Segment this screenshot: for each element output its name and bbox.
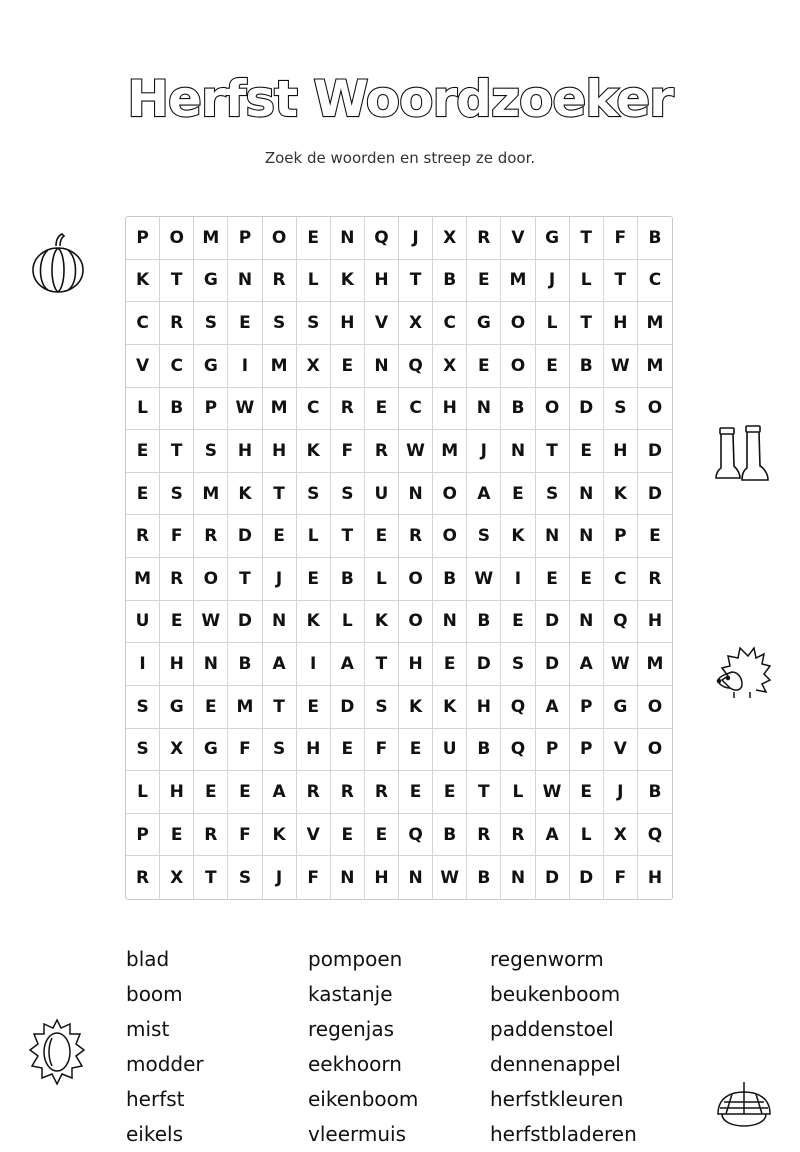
grid-cell: R xyxy=(467,814,501,857)
grid-cell: O xyxy=(501,302,535,345)
grid-cell: D xyxy=(638,473,672,516)
grid-cell: E xyxy=(433,771,467,814)
word-list xyxy=(126,942,686,1146)
grid-cell: I xyxy=(501,558,535,601)
grid-cell: R xyxy=(194,814,228,857)
grid-cell: H xyxy=(647,867,663,888)
grid-cell: S xyxy=(365,686,399,729)
grid-cell: R xyxy=(365,430,399,473)
grid-cell: T xyxy=(570,217,604,260)
grid-cell: T xyxy=(467,771,501,814)
grid-cell: S xyxy=(194,430,228,473)
grid-cell: W xyxy=(604,643,638,686)
grid-cell: H xyxy=(160,771,194,814)
grid-cell: X xyxy=(433,217,467,260)
grid-cell: T xyxy=(263,473,297,516)
word-list-item: eekhoorn xyxy=(308,1052,402,1076)
grid-cell: V xyxy=(297,814,331,857)
grid-cell: Q xyxy=(399,345,433,388)
word-list-item: mist xyxy=(126,1017,170,1041)
grid-cell: B xyxy=(433,558,467,601)
grid-cell: T xyxy=(263,686,297,729)
rain-boots-icon xyxy=(714,424,770,484)
grid-cell: E xyxy=(570,771,604,814)
grid-cell: B xyxy=(638,771,672,814)
grid-cell: E xyxy=(365,388,399,431)
grid-cell: P xyxy=(604,515,638,558)
grid-cell: K xyxy=(297,601,331,644)
grid-cell: R xyxy=(331,388,365,431)
grid-cell: N xyxy=(331,856,365,899)
grid-cell: F xyxy=(228,729,262,772)
grid-cell: F xyxy=(331,430,365,473)
grid-cell: H xyxy=(433,388,467,431)
grid-cell: S xyxy=(263,302,297,345)
grid-cell: B xyxy=(467,856,501,899)
grid-cell: T xyxy=(160,260,194,303)
grid-cell: K xyxy=(365,601,399,644)
grid-cell: E xyxy=(160,601,194,644)
grid-cell: D xyxy=(331,686,365,729)
grid-cell: V xyxy=(365,302,399,345)
grid-cell: A xyxy=(570,643,604,686)
grid-cell: X xyxy=(399,302,433,345)
grid-cell: K xyxy=(433,686,467,729)
grid-cell: C xyxy=(126,302,160,345)
grid-cell: R xyxy=(160,302,194,345)
grid-cell: E xyxy=(126,473,160,516)
grid-cell: E xyxy=(194,686,228,729)
grid-cell: B xyxy=(467,601,501,644)
grid-cell: N xyxy=(467,388,501,431)
grid-cell: S xyxy=(194,302,228,345)
grid-cell: X xyxy=(297,345,331,388)
grid-cell: L xyxy=(297,515,331,558)
grid-cell: D xyxy=(536,643,570,686)
grid-cell: B xyxy=(433,814,467,857)
grid-cell: J xyxy=(263,856,297,899)
grid-cell: H xyxy=(399,643,433,686)
grid-cell: H xyxy=(638,601,672,644)
grid-cell: X xyxy=(604,814,638,857)
grid-cell: E xyxy=(536,345,570,388)
grid-cell: J xyxy=(604,771,638,814)
grid-cell: E xyxy=(365,515,399,558)
grid-cell: K xyxy=(263,814,297,857)
word-list-item: beukenboom xyxy=(490,982,621,1006)
grid-cell: Q xyxy=(604,601,638,644)
grid-cell: N xyxy=(399,473,433,516)
grid-cell: Q xyxy=(501,686,535,729)
grid-cell: W xyxy=(536,771,570,814)
instructions: Zoek de woorden en streep ze door. xyxy=(264,149,536,167)
grid-cell: N xyxy=(399,856,433,899)
grid-cell: M xyxy=(194,473,228,516)
grid-cell: R xyxy=(467,217,501,260)
grid-cell: A xyxy=(263,643,297,686)
grid-cell: E xyxy=(399,729,433,772)
grid-cell: Q xyxy=(399,814,433,857)
grid-cell: T xyxy=(331,515,365,558)
grid-cell: H xyxy=(604,302,638,345)
grid-cell: S xyxy=(467,515,501,558)
grid-cell: M xyxy=(433,430,467,473)
grid-cell: V xyxy=(604,729,638,772)
grid-cell: S xyxy=(501,643,535,686)
pumpkin-icon xyxy=(30,232,86,294)
grid-cell: L xyxy=(126,388,160,431)
grid-cell: P xyxy=(194,388,228,431)
grid-cell: N xyxy=(501,856,535,899)
grid-cell: N xyxy=(433,601,467,644)
grid-cell: H xyxy=(365,260,399,303)
grid-cell: G xyxy=(194,729,228,772)
grid-cell: K xyxy=(331,260,365,303)
grid-cell: S xyxy=(331,473,365,516)
grid-cell: C xyxy=(604,558,638,601)
grid-cell: R xyxy=(365,771,399,814)
grid-cell: N xyxy=(570,473,604,516)
grid-cell: G xyxy=(467,302,501,345)
word-list-item: kastanje xyxy=(308,982,393,1006)
grid-cell: O xyxy=(160,217,194,260)
grid-cell: A xyxy=(536,814,570,857)
grid-cell: Q xyxy=(501,729,535,772)
grid-cell: B xyxy=(501,388,535,431)
grid-cell: S xyxy=(126,729,160,772)
grid-cell: T xyxy=(570,302,604,345)
grid-cell: J xyxy=(263,558,297,601)
grid-cell: E xyxy=(331,729,365,772)
grid-cell: E xyxy=(570,558,604,601)
grid-cell: W xyxy=(228,388,262,431)
grid-cell: S xyxy=(160,473,194,516)
grid-cell: B xyxy=(433,260,467,303)
grid-cell: S xyxy=(126,686,160,729)
grid-cell: O xyxy=(399,558,433,601)
grid-cell: O xyxy=(433,473,467,516)
word-list-item: pompoen xyxy=(308,947,403,971)
word-list-item: dennenappel xyxy=(490,1052,621,1076)
grid-cell: S xyxy=(297,473,331,516)
grid-cell: T xyxy=(604,260,638,303)
grid-cell: O xyxy=(638,686,672,729)
grid-cell: F xyxy=(604,217,638,260)
grid-cell: I xyxy=(126,643,160,686)
grid-cell: N xyxy=(331,217,365,260)
grid-cell: E xyxy=(638,515,672,558)
grid-cell: C xyxy=(297,388,331,431)
grid-cell: C xyxy=(399,388,433,431)
grid-cell: R xyxy=(501,814,535,857)
grid-cell: T xyxy=(160,430,194,473)
grid-cell: E xyxy=(263,515,297,558)
grid-cell: U xyxy=(433,729,467,772)
page-title: Herfst Woordzoeker xyxy=(127,70,673,128)
grid-cell: T xyxy=(536,430,570,473)
grid-cell: D xyxy=(467,643,501,686)
grid-cell: X xyxy=(433,345,467,388)
acorn-icon xyxy=(716,1080,772,1131)
grid-cell: N xyxy=(194,643,228,686)
grid-cell: F xyxy=(297,856,331,899)
grid-cell: A xyxy=(536,686,570,729)
grid-cell: M xyxy=(638,302,672,345)
grid-cell: M xyxy=(126,558,160,601)
grid-cell: P xyxy=(126,217,160,260)
grid-cell: E xyxy=(467,345,501,388)
grid-cell: F xyxy=(365,729,399,772)
grid-cell: D xyxy=(536,601,570,644)
grid-cell: B xyxy=(331,558,365,601)
grid-cell: L xyxy=(501,771,535,814)
grid-cell: L xyxy=(297,260,331,303)
grid-cell: R xyxy=(638,558,672,601)
word-list-item: herfstbladeren xyxy=(490,1122,637,1146)
grid-cell: E xyxy=(297,558,331,601)
grid-cell: E xyxy=(194,771,228,814)
grid-cell: C xyxy=(638,260,672,303)
grid-cell: H xyxy=(263,430,297,473)
grid-cell: K xyxy=(399,686,433,729)
grid-cell: N xyxy=(570,515,604,558)
grid-cell: R xyxy=(263,260,297,303)
grid-cell: R xyxy=(297,771,331,814)
grid-cell: S xyxy=(263,729,297,772)
grid-cell: V xyxy=(126,345,160,388)
word-list-item: blad xyxy=(126,947,170,971)
grid-cell: Q xyxy=(638,814,672,857)
grid-cell: E xyxy=(570,430,604,473)
grid-cell: S xyxy=(536,473,570,516)
grid-cell: S xyxy=(297,302,331,345)
grid-cell: A xyxy=(331,643,365,686)
word-search-grid xyxy=(125,216,673,900)
hedgehog-icon xyxy=(716,644,772,702)
grid-cell: R xyxy=(331,771,365,814)
grid-cell: O xyxy=(194,558,228,601)
grid-cell: L xyxy=(570,260,604,303)
grid-cell: E xyxy=(126,430,160,473)
grid-cell: C xyxy=(433,302,467,345)
grid-cell: U xyxy=(365,473,399,516)
grid-cell: M xyxy=(263,388,297,431)
word-list-item: herfst xyxy=(126,1087,185,1111)
grid-cell: R xyxy=(399,515,433,558)
grid-cell: M xyxy=(501,260,535,303)
grid-cell: R xyxy=(160,558,194,601)
grid-cell: D xyxy=(570,856,604,899)
grid-cell: T xyxy=(228,558,262,601)
grid-cell: D xyxy=(536,856,570,899)
grid-cell: X xyxy=(160,729,194,772)
grid-cell: M xyxy=(263,345,297,388)
grid-cell: Q xyxy=(365,217,399,260)
grid-cell: M xyxy=(638,345,672,388)
grid-cell: O xyxy=(501,345,535,388)
grid-cell: P xyxy=(536,729,570,772)
grid-cell: S xyxy=(604,388,638,431)
grid-cell: R xyxy=(126,856,160,899)
grid-cell: L xyxy=(570,814,604,857)
grid-cell: E xyxy=(536,558,570,601)
grid-cell: E xyxy=(467,260,501,303)
grid-cell: N xyxy=(501,430,535,473)
grid-cell: E xyxy=(399,771,433,814)
grid-cell: E xyxy=(228,771,262,814)
grid-cell: M xyxy=(228,686,262,729)
grid-cell: H xyxy=(331,302,365,345)
grid-cell: X xyxy=(160,856,194,899)
grid-cell: G xyxy=(194,260,228,303)
grid-cell: F xyxy=(160,515,194,558)
word-list-item: eikels xyxy=(126,1122,184,1146)
grid-cell: H xyxy=(297,729,331,772)
chestnut-icon xyxy=(28,1016,86,1088)
grid-cell: W xyxy=(194,601,228,644)
word-list-item: eikenboom xyxy=(308,1087,419,1111)
grid-cell: P xyxy=(228,217,262,260)
word-list-item: herfstkleuren xyxy=(490,1087,624,1111)
word-list-item: vleermuis xyxy=(308,1122,407,1146)
grid-cell: P xyxy=(126,814,160,857)
grid-cell: E xyxy=(433,643,467,686)
grid-cell: H xyxy=(160,643,194,686)
grid-cell: I xyxy=(228,345,262,388)
grid-cell: F xyxy=(604,856,638,899)
grid-cell: O xyxy=(638,388,672,431)
grid-cell: D xyxy=(228,601,262,644)
grid-cell: J xyxy=(467,430,501,473)
grid-cell: H xyxy=(467,686,501,729)
grid-cell: N xyxy=(570,601,604,644)
grid-cell: N xyxy=(263,601,297,644)
grid-cell: U xyxy=(126,601,160,644)
grid-cell: N xyxy=(536,515,570,558)
grid-cell: E xyxy=(501,473,535,516)
grid-cell: N xyxy=(365,345,399,388)
grid-cell: W xyxy=(433,856,467,899)
grid-cell: O xyxy=(638,729,672,772)
grid-cell: B xyxy=(228,643,262,686)
grid-cell: P xyxy=(570,686,604,729)
grid-cell: E xyxy=(297,217,331,260)
grid-cell: T xyxy=(194,856,228,899)
word-list-item: boom xyxy=(126,982,183,1006)
word-list-item: regenworm xyxy=(490,947,604,971)
grid-cell: R xyxy=(126,515,160,558)
grid-cell: B xyxy=(638,217,672,260)
grid-cell: K xyxy=(228,473,262,516)
grid-cell: K xyxy=(126,260,160,303)
grid-cell: D xyxy=(228,515,262,558)
grid-cell: C xyxy=(160,345,194,388)
grid-cell: O xyxy=(263,217,297,260)
grid-cell: K xyxy=(604,473,638,516)
word-list-item: modder xyxy=(126,1052,204,1076)
grid-cell: G xyxy=(194,345,228,388)
grid-cell: B xyxy=(570,345,604,388)
grid-cell: L xyxy=(126,771,160,814)
grid-cell: E xyxy=(160,814,194,857)
grid-cell: N xyxy=(228,260,262,303)
grid-cell: K xyxy=(297,430,331,473)
grid-cell: A xyxy=(467,473,501,516)
grid-cell: E xyxy=(297,686,331,729)
grid-cell: P xyxy=(570,729,604,772)
grid-cell: V xyxy=(501,217,535,260)
grid-cell: I xyxy=(297,643,331,686)
grid-cell: E xyxy=(365,814,399,857)
grid-cell: E xyxy=(501,601,535,644)
grid-cell: H xyxy=(228,430,262,473)
grid-cell: G xyxy=(536,217,570,260)
grid-cell: H xyxy=(365,856,399,899)
grid-cell: R xyxy=(194,515,228,558)
grid-cell: E xyxy=(331,345,365,388)
grid-cell: H xyxy=(604,430,638,473)
grid-cell: W xyxy=(399,430,433,473)
grid-cell: F xyxy=(228,814,262,857)
grid-cell: D xyxy=(638,430,672,473)
grid-cell: K xyxy=(501,515,535,558)
grid-cell: B xyxy=(467,729,501,772)
grid-cell: D xyxy=(570,388,604,431)
grid-cell: W xyxy=(604,345,638,388)
grid-cell: G xyxy=(160,686,194,729)
grid-cell: O xyxy=(536,388,570,431)
grid-cell: W xyxy=(467,558,501,601)
grid-cell: J xyxy=(399,217,433,260)
grid-cell: L xyxy=(536,302,570,345)
grid-cell: L xyxy=(365,558,399,601)
grid-cell: M xyxy=(194,217,228,260)
grid-cell: E xyxy=(331,814,365,857)
grid-cell: G xyxy=(604,686,638,729)
grid-cell: E xyxy=(228,302,262,345)
grid-cell: B xyxy=(160,388,194,431)
grid-cell: T xyxy=(399,260,433,303)
grid-cell: J xyxy=(536,260,570,303)
grid-cell: S xyxy=(228,856,262,899)
grid-cell: T xyxy=(365,643,399,686)
grid-cell: L xyxy=(331,601,365,644)
word-list-item: regenjas xyxy=(308,1017,394,1041)
grid-cell: O xyxy=(433,515,467,558)
grid-cell: M xyxy=(638,643,672,686)
grid-cell: O xyxy=(399,601,433,644)
grid-cell: A xyxy=(263,771,297,814)
word-list-item: paddenstoel xyxy=(490,1017,614,1041)
